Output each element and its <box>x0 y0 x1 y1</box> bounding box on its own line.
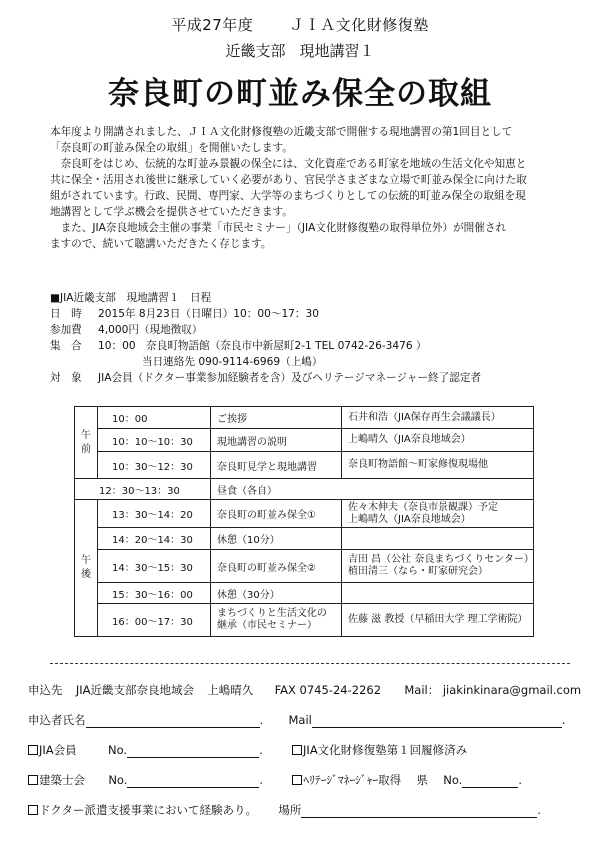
schedule-target <box>50 370 580 386</box>
apply-person: 上嶋晴久 <box>207 683 254 697</box>
fiscal-year: 平成27年度 <box>171 16 254 34</box>
fee-label: 参加費 <box>50 324 82 336</box>
header-line-1 <box>0 14 600 35</box>
row-time: 10：30～12：30 <box>98 452 211 479</box>
intro-line: 地講習として学ぶ機会を提供させていただきます。 <box>50 206 293 218</box>
session-name: 現地講習１ <box>299 42 375 60</box>
target-label: 対 象 <box>50 372 82 384</box>
doctor-checkbox[interactable] <box>28 805 38 815</box>
jia-no-label: No. <box>107 743 128 757</box>
doctor-row <box>28 802 588 822</box>
intro-line: 本年度より開講されました、ＪＩＡ文化財修復塾の近畿支部で開催する現地講習の第1回目として <box>50 126 513 138</box>
schedule-block <box>50 290 580 386</box>
branch-name: 近畿支部 <box>225 42 286 60</box>
place-end-dot: . <box>537 803 542 817</box>
row-activity: 奈良町の町並み保全② <box>211 550 342 583</box>
row-time: 15：30～16：00 <box>98 583 211 604</box>
row-activity: 休憩（10分） <box>211 528 342 550</box>
schedule-meet <box>50 338 580 354</box>
intro-line: 組がされています。行政、民間、専門家、大学等のまちづくりとしての伝統的町並み保全の取組を現 <box>50 190 526 202</box>
table-row <box>75 429 534 452</box>
apply-to-row <box>28 682 588 702</box>
table-row <box>75 583 534 604</box>
date-value: 2015年 8月23日（日曜日）10：00～17：30 <box>98 308 319 320</box>
page-title: 奈良町の町並み保全の取組 <box>108 76 492 112</box>
jia-member-label: JIA会員 <box>39 743 77 757</box>
mail-field[interactable] <box>312 714 562 728</box>
table-row <box>75 604 534 637</box>
schedule-fee <box>50 322 580 338</box>
name-row <box>28 712 588 732</box>
fax-number: FAX 0745-24-2262 <box>274 683 382 697</box>
row-time: 10：00 <box>98 407 211 429</box>
architect-label: 建築士会 <box>39 773 85 787</box>
row-note: 上嶋晴久（JIA奈良地域会） <box>342 429 534 452</box>
row-time: 13：30～14：20 <box>98 500 211 528</box>
heritage-no-field[interactable] <box>462 774 518 788</box>
intro-line: 共に保全・活用され後世に継承していく必要があり、官民学さまざまな立場で町並み保全に向けた取 <box>50 174 527 186</box>
row-activity: 奈良町の町並み保全① <box>211 500 342 528</box>
table-row-lunch <box>75 479 534 500</box>
architect-no-field[interactable] <box>127 774 259 788</box>
jia-member-checkbox[interactable] <box>28 745 38 755</box>
architect-row <box>28 772 588 792</box>
note-line: 佐々木伸夫（奈良市景観課）予定 <box>348 501 498 513</box>
note-line: 植田清三（なら・町家研究会） <box>348 566 488 577</box>
program-name: ＪＩＡ文化財修復塾 <box>289 16 429 34</box>
row-note <box>342 528 534 550</box>
pm-label: 午 後 <box>75 500 98 637</box>
lunch-activity: 昼食（各自） <box>211 479 534 500</box>
row-time: 14：30～15：30 <box>98 550 211 583</box>
meet-label: 集 合 <box>50 340 82 352</box>
am-label: 午 前 <box>75 407 98 479</box>
header-line-2 <box>0 40 600 61</box>
row-note <box>342 500 534 528</box>
row-time: 14：20～14：30 <box>98 528 211 550</box>
name-field[interactable] <box>86 714 260 728</box>
place-field[interactable] <box>301 804 537 818</box>
doctor-label: ドクター派遣支援事業において経験あり。 <box>39 803 258 817</box>
apply-org: JIA近畿支部奈良地域会 <box>75 683 194 697</box>
jia-course-checkbox[interactable] <box>292 745 302 755</box>
row-time: 10：10～10：30 <box>98 429 211 452</box>
row-activity: 奈良町見学と現地講習 <box>211 452 342 479</box>
intro-line: ますので、続いて聴講いただきたく存じます。 <box>50 238 272 250</box>
architect-checkbox[interactable] <box>28 775 38 785</box>
date-label: 日 時 <box>50 308 82 320</box>
row-note <box>342 550 534 583</box>
target-value: JIA会員（ドクター事業参加経験者を含）及びヘリテージマネージャー終了認定者 <box>98 372 482 384</box>
cut-line <box>50 663 570 664</box>
activity-line: 継承（市民セミナー） <box>217 620 317 631</box>
table-row <box>75 407 534 429</box>
row-note: 奈良町物語館～町家修復現場他 <box>342 452 534 479</box>
table-row <box>75 452 534 479</box>
note-line: 上嶋晴久（JIA奈良地域会） <box>348 513 471 525</box>
heritage-checkbox[interactable] <box>292 775 302 785</box>
jia-no-end-dot: . <box>259 743 263 757</box>
mail-label: Mail： <box>404 683 440 697</box>
mail-address[interactable]: jiakinkinara@gmail.com <box>442 683 582 697</box>
name-label: 申込者氏名 <box>28 713 86 727</box>
intro-line: また、JIA奈良地域会主催の事業「市民セミナー」（JIA文化財修復塾の取得単位外）が開催され <box>50 222 507 234</box>
row-note <box>342 583 534 604</box>
schedule-contact: 当日連絡先 090-9114-6969（上嶋） <box>142 356 323 368</box>
row-activity <box>211 604 342 637</box>
jia-no-field[interactable] <box>127 744 259 758</box>
intro-paragraph <box>50 124 580 252</box>
row-activity: ご挨拶 <box>211 407 342 429</box>
timetable <box>74 406 534 637</box>
table-row <box>75 550 534 583</box>
meet-value: 10：00 奈良町物語館（奈良市中新屋町2-1 TEL 0742-26-3476 ） <box>98 340 427 352</box>
table-row <box>75 500 534 528</box>
note-line: 吉田 昌（公社 奈良まちづくりセンター） <box>348 554 534 565</box>
pref-label: 県 <box>416 773 428 787</box>
schedule-heading: ■JIA近畿支部 現地講習１ 日程 <box>50 292 212 304</box>
place-label: 場所 <box>278 803 302 817</box>
row-time: 16：00～17：30 <box>98 604 211 637</box>
row-activity: 現地講習の説明 <box>211 429 342 452</box>
table-row <box>75 528 534 550</box>
lunch-time: 12：30～13：30 <box>75 479 211 500</box>
row-note: 石井和浩（JIA保存再生会議議長） <box>342 407 534 429</box>
heritage-no-end-dot: . <box>518 773 522 787</box>
intro-line: 「奈良町の町並み保全の取組」を開催いたします。 <box>50 142 293 154</box>
activity-line: まちづくりと生活文化の <box>217 608 327 619</box>
mail-end-dot: . <box>561 713 566 727</box>
heritage-label: ﾍﾘﾃｰｼﾞﾏﾈｰｼﾞｬｰ取得 <box>303 773 402 787</box>
fee-value: 4,000円（現地徴収） <box>98 324 203 336</box>
schedule-date <box>50 306 580 322</box>
apply-label: 申込先 <box>28 683 63 697</box>
jia-member-row <box>28 742 588 762</box>
mail-field-label: Mail <box>288 713 312 727</box>
row-activity: 休憩（30分） <box>211 583 342 604</box>
jia-course-label: JIA文化財修復塾第１回履修済み <box>303 743 468 757</box>
intro-line: 奈良町をはじめ、伝統的な町並み景観の保全には、文化資産である町家を地域の生活文化や知恵と <box>50 158 527 170</box>
row-note: 佐藤 滋 教授（早稲田大学 理工学術院） <box>342 604 534 637</box>
architect-no-label: No. <box>108 773 128 787</box>
heritage-no-label: No. <box>443 773 463 787</box>
architect-no-end-dot: . <box>259 773 264 787</box>
name-end-dot: . <box>259 713 264 727</box>
